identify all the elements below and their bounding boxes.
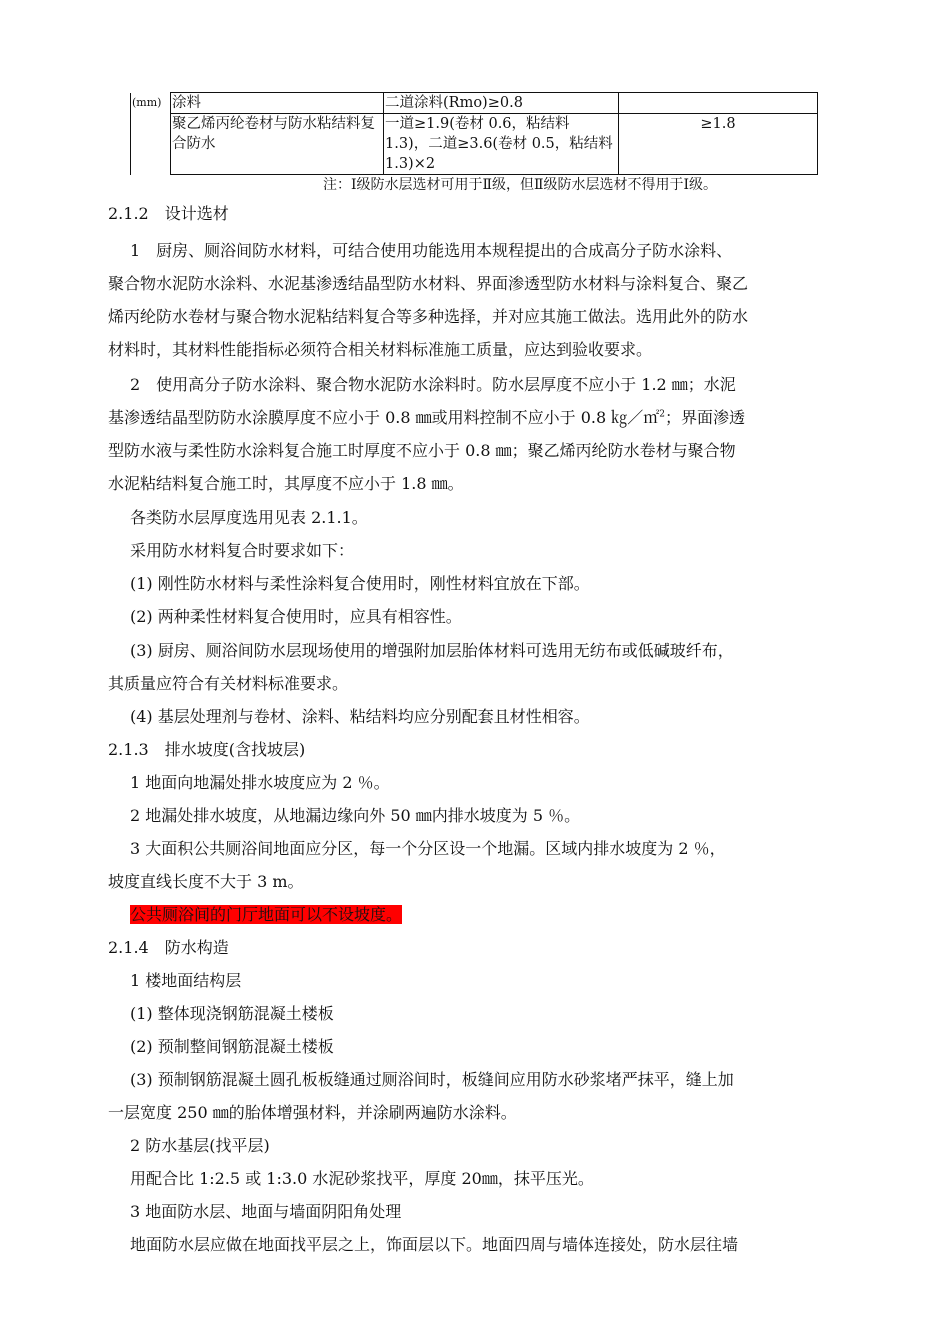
paragraph-line: 一层宽度 250 ㎜的胎体增强材料，并涂刷两遍防水涂料。 [108,1103,517,1122]
paragraph-line: 各类防水层厚度选用见表 2.1.1。 [130,508,368,527]
paragraph-line: 2 防水基层(找平层) [130,1136,270,1155]
paragraph-line: 水泥粘结料复合施工时，其厚度不应小于 1.8 ㎜。 [108,474,464,493]
text-span: ；界面渗透 [664,408,745,427]
material-cell: 涂料 [171,93,384,114]
section-heading-2-1-4: 2.1.4 防水构造 [108,938,229,957]
thickness-cell: 一道≥1.9(卷材 0.6，粘结料 1.3)，二道≥3.6(卷材 0.5，粘结料 1.3)×2 [384,114,619,175]
paragraph-line: 3 地面防水层、地面与墙面阴阳角处理 [130,1202,402,1221]
superscript: 2 [659,409,665,420]
list-item: (1) 刚性防水材料与柔性涂料复合使用时，刚性材料宜放在下部。 [130,574,590,593]
paragraph-line [108,407,745,429]
paragraph-line: 2 地漏处排水坡度，从地漏边缘向外 50 ㎜内排水坡度为 5 ％。 [130,806,581,825]
paragraph-line: 3 大面积公共厕浴间地面应分区，每一个分区设一个地漏。区域内排水坡度为 2 ％， [130,839,726,858]
list-item: (2) 预制整间钢筋混凝土楼板 [130,1037,334,1056]
paragraph-line: 1 地面向地漏处排水坡度应为 2 ％。 [130,773,390,792]
table-note: 注：Ⅰ级防水层选材可用于Ⅱ级，但Ⅱ级防水层选材不得用于Ⅰ级。 [322,177,718,193]
highlighted-text: 公共厕浴间的门厅地面可以不设坡度。 [130,905,403,924]
paragraph-line: 1 楼地面结构层 [130,971,242,990]
highlighted-line [130,904,402,926]
list-item: (3) 厨房、厕浴间防水层现场使用的增强附加层胎体材料可选用无纺布或低碱玻纤布， [130,641,734,660]
list-item: (2) 两种柔性材料复合使用时，应具有相容性。 [130,607,462,626]
paragraph-line: 1 厨房、厕浴间防水材料，可结合使用功能选用本规程提出的合成高分子防水涂料、 [130,241,733,260]
thickness-table [130,92,818,175]
paragraph-line: 地面防水层应做在地面找平层之上，饰面层以下。地面四周与墙体连接处，防水层往墙 [130,1235,739,1254]
section-heading-2-1-3: 2.1.3 排水坡度(含找坡层) [108,740,306,759]
value-cell: ≥1.8 [619,114,818,175]
material-cell: 聚乙烯丙纶卷材与防水粘结料复合防水 [171,114,384,175]
list-item: (3) 预制钢筋混凝土圆孔板板缝通过厕浴间时，板缝间应用防水砂浆堵严抹平，缝上加 [130,1070,734,1089]
list-item: (4) 基层处理剂与卷材、涂料、粘结料均应分别配套且材性相容。 [130,707,590,726]
paragraph-line: 坡度直线长度不大于 3 m。 [108,872,304,891]
paragraph-line: 烯丙纶防水卷材与聚合物水泥粘结料复合等多种选择，并对应其施工做法。选用此外的防水 [108,307,749,326]
text-span: 基渗透结晶型防防水涂膜厚度不应小于 0.8 ㎜或用料控制不应小于 0.8 ㎏／㎡ [108,408,660,427]
thickness-cell: 二道涂料(Rmo)≥0.8 [384,93,619,114]
table-row [131,114,818,175]
paragraph-line: 2 使用高分子防水涂料、聚合物水泥防水涂料时。防水层厚度不应小于 1.2 ㎜；水泥 [130,375,736,394]
paragraph-line: 用配合比 1:2.5 或 1:3.0 水泥砂浆找平，厚度 20㎜，抹平压光。 [130,1169,594,1188]
paragraph-line: 型防水液与柔性防水涂料复合施工时厚度不应小于 0.8 ㎜；聚乙烯丙纶防水卷材与聚合物 [108,441,736,460]
paragraph-line: 聚合物水泥防水涂料、水泥基渗透结晶型防水材料、界面渗透型防水材料与涂料复合、聚乙 [108,274,749,293]
table-row [131,93,818,114]
section-heading-2-1-2: 2.1.2 设计选材 [108,204,229,223]
list-item: (1) 整体现浇钢筋混凝土楼板 [130,1004,334,1023]
paragraph-line: 采用防水材料复合时要求如下： [130,541,355,560]
paragraph-line: 其质量应符合有关材料标准要求。 [108,674,349,693]
value-cell [619,93,818,114]
paragraph-line: 材料时，其材料性能指标必须符合相关材料标准施工质量，应达到验收要求。 [108,340,653,359]
unit-cell: (mm) [131,93,171,175]
